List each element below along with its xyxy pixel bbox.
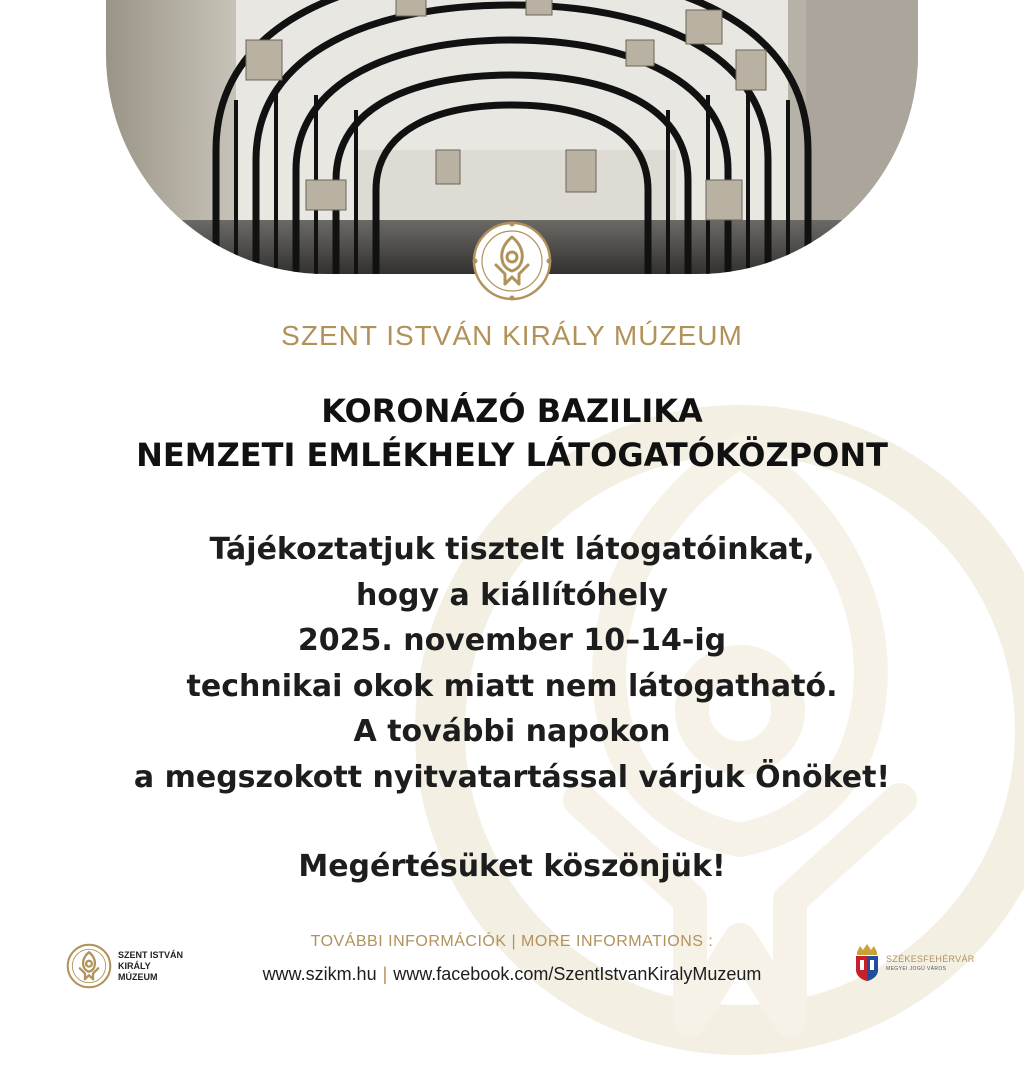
city-name: SZÉKESFEHÉRVÁR [886, 954, 975, 964]
city-logo [854, 944, 975, 982]
link-separator: | [382, 964, 388, 984]
city-crest-icon [854, 944, 880, 982]
title-line: KORONÁZÓ BAZILIKA [321, 392, 703, 430]
city-subtitle: MEGYEI JOGÚ VÁROS [886, 966, 947, 972]
city-logo-text [886, 954, 975, 972]
website-link[interactable]: www.szikm.hu [262, 964, 377, 984]
notice-message [30, 527, 994, 800]
museum-logo [66, 943, 188, 989]
angel-emblem-icon [66, 943, 112, 989]
message-line: hogy a kiállítóhely [356, 577, 668, 613]
logo-line: KIRÁLY MÚZEUM [118, 960, 158, 982]
museum-logo-text [118, 950, 188, 983]
angel-emblem-icon [472, 221, 552, 301]
title-line: NEMZETI EMLÉKHELY LÁTOGATÓKÖZPONT [136, 436, 888, 474]
message-line: Tájékoztatjuk tisztelt látogatóinkat, [209, 532, 815, 567]
message-line: A további napokon [353, 714, 671, 749]
facebook-link[interactable]: www.facebook.com/SzentIstvanKiralyMuzeum [393, 964, 762, 984]
logo-line: SZENT ISTVÁN [118, 949, 184, 960]
message-line: 2025. november 10–14-ig [297, 623, 727, 658]
message-line: a megszokott nyitvatartással várjuk Önöket! [133, 759, 891, 795]
museum-name: SZENT ISTVÁN KIRÁLY MÚZEUM [281, 320, 743, 351]
message-line: technikai okok miatt nem látogatható. [186, 668, 838, 704]
thanks-text: Megértésüket köszönjük! [298, 849, 726, 884]
page-title [40, 389, 984, 477]
more-info-label: TOVÁBBI INFORMÁCIÓK | MORE INFORMATIONS : [310, 933, 714, 950]
